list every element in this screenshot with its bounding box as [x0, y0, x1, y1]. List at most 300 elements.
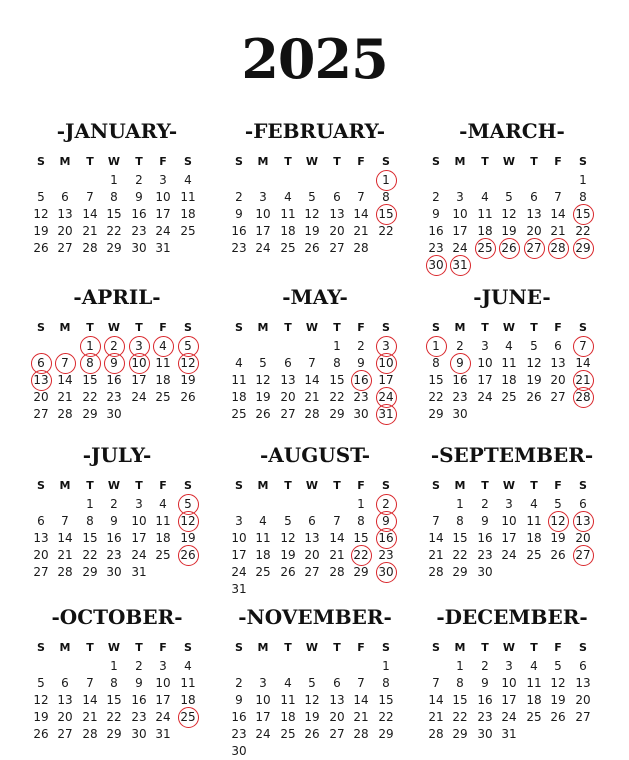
- day-cell-circled: 26: [497, 240, 521, 257]
- day-cell: 3: [159, 173, 167, 187]
- day-cell: 1: [86, 497, 94, 511]
- weekday-label: F: [554, 155, 562, 168]
- day-cell: 26: [550, 548, 566, 562]
- day-cell: 20: [280, 390, 296, 404]
- day-cell: 6: [284, 356, 292, 370]
- day-cell: 7: [308, 356, 316, 370]
- weekday-label: W: [502, 479, 516, 492]
- day-cell: 27: [57, 727, 73, 741]
- weekday-label: S: [184, 641, 192, 654]
- day-cell: 20: [575, 531, 591, 545]
- day-cell-circled: 31: [448, 257, 472, 274]
- page-title: 2025: [241, 27, 388, 91]
- day-cell: 8: [382, 190, 390, 204]
- day-cell: 23: [477, 710, 493, 724]
- weekday-label: S: [432, 155, 440, 168]
- day-cell: 13: [329, 693, 345, 707]
- weekday-label: M: [257, 155, 269, 168]
- day-cell: 3: [135, 497, 143, 511]
- weekday-label: S: [37, 641, 45, 654]
- weekday-label: F: [159, 479, 167, 492]
- day-cell: 12: [280, 531, 296, 545]
- day-cell: 5: [308, 676, 316, 690]
- day-cell: 18: [280, 710, 296, 724]
- month-name: -MAY-: [282, 285, 348, 309]
- weekday-label: S: [382, 641, 390, 654]
- day-cell: 17: [501, 531, 517, 545]
- day-cell: 14: [550, 207, 566, 221]
- day-cell: 25: [180, 224, 196, 238]
- day-cell: 6: [333, 676, 341, 690]
- day-cell-circled: 12: [546, 513, 570, 530]
- day-cell-circled: 2: [374, 496, 398, 513]
- day-cell: 8: [86, 514, 94, 528]
- day-cell: 17: [378, 373, 394, 387]
- day-cell: 11: [526, 514, 542, 528]
- day-cell-circled: 16: [349, 372, 373, 389]
- day-cell: 7: [333, 514, 341, 528]
- day-cell: 21: [82, 224, 98, 238]
- day-cell: 31: [231, 582, 247, 596]
- day-cell: 15: [82, 531, 98, 545]
- day-cell: 30: [477, 727, 493, 741]
- day-cell: 19: [550, 531, 566, 545]
- day-cell: 30: [131, 727, 147, 741]
- day-cell: 9: [432, 207, 440, 221]
- day-cell: 21: [82, 710, 98, 724]
- day-cell: 19: [550, 693, 566, 707]
- day-cell-circled: 9: [102, 355, 126, 372]
- day-cell: 8: [110, 190, 118, 204]
- day-cell: 25: [501, 390, 517, 404]
- day-cell: 5: [284, 514, 292, 528]
- weekday-label: T: [86, 321, 94, 334]
- weekday-label: W: [107, 479, 121, 492]
- day-cell: 22: [452, 710, 468, 724]
- day-cell: 11: [280, 207, 296, 221]
- day-cell: 6: [554, 339, 562, 353]
- day-cell: 8: [357, 514, 365, 528]
- day-cell: 20: [304, 548, 320, 562]
- day-cell: 3: [259, 676, 267, 690]
- weekday-label: F: [357, 479, 365, 492]
- day-cell: 11: [280, 693, 296, 707]
- day-cell: 24: [155, 710, 171, 724]
- day-cell: 14: [82, 693, 98, 707]
- day-cell: 12: [526, 356, 542, 370]
- day-cell: 7: [357, 676, 365, 690]
- day-cell: 23: [378, 548, 394, 562]
- weekday-label: T: [530, 479, 538, 492]
- day-cell: 24: [255, 241, 271, 255]
- day-cell: 17: [155, 693, 171, 707]
- weekday-label: T: [135, 321, 143, 334]
- day-cell: 17: [231, 548, 247, 562]
- day-cell: 3: [505, 497, 513, 511]
- day-cell: 26: [33, 727, 49, 741]
- day-cell-circled: 15: [571, 206, 595, 223]
- day-cell: 15: [329, 373, 345, 387]
- day-cell: 9: [481, 676, 489, 690]
- day-cell: 22: [575, 224, 591, 238]
- weekday-label: T: [333, 641, 341, 654]
- day-cell: 9: [357, 356, 365, 370]
- weekday-label: M: [257, 479, 269, 492]
- day-cell: 19: [304, 224, 320, 238]
- weekday-label: W: [107, 641, 121, 654]
- weekday-label: T: [284, 155, 292, 168]
- day-cell-circled: 2: [102, 338, 126, 355]
- day-cell: 26: [33, 241, 49, 255]
- day-cell: 25: [280, 727, 296, 741]
- day-cell: 30: [353, 407, 369, 421]
- day-cell: 25: [155, 390, 171, 404]
- day-cell: 11: [180, 676, 196, 690]
- day-cell: 29: [353, 565, 369, 579]
- day-cell: 24: [452, 241, 468, 255]
- day-cell: 9: [235, 693, 243, 707]
- day-cell-circled: 9: [448, 355, 472, 372]
- day-cell: 9: [135, 676, 143, 690]
- day-cell: 28: [304, 407, 320, 421]
- day-cell: 2: [456, 339, 464, 353]
- day-cell: 30: [452, 407, 468, 421]
- day-cell: 16: [231, 224, 247, 238]
- day-cell: 28: [428, 565, 444, 579]
- month-name: -OCTOBER-: [51, 605, 183, 629]
- weekday-label: F: [159, 641, 167, 654]
- day-cell: 22: [452, 548, 468, 562]
- day-cell: 18: [255, 548, 271, 562]
- day-cell: 15: [82, 373, 98, 387]
- weekday-label: T: [284, 479, 292, 492]
- day-cell: 6: [333, 190, 341, 204]
- day-cell: 27: [550, 390, 566, 404]
- day-cell: 30: [477, 565, 493, 579]
- day-cell: 19: [280, 548, 296, 562]
- day-cell: 30: [106, 407, 122, 421]
- day-cell: 16: [106, 531, 122, 545]
- day-cell-circled: 1: [78, 338, 102, 355]
- day-cell: 5: [259, 356, 267, 370]
- weekday-label: T: [530, 155, 538, 168]
- weekday-label: W: [107, 155, 121, 168]
- day-cell: 14: [428, 693, 444, 707]
- day-cell: 5: [37, 190, 45, 204]
- day-cell: 10: [501, 514, 517, 528]
- day-cell: 13: [57, 693, 73, 707]
- day-cell: 22: [428, 390, 444, 404]
- day-cell: 28: [353, 727, 369, 741]
- day-cell: 30: [231, 744, 247, 758]
- day-cell-circled: 9: [374, 513, 398, 530]
- day-cell: 12: [255, 373, 271, 387]
- month-name: -MARCH-: [459, 119, 565, 143]
- day-cell: 19: [33, 224, 49, 238]
- day-cell: 16: [452, 373, 468, 387]
- day-cell: 29: [82, 565, 98, 579]
- day-cell: 8: [456, 676, 464, 690]
- day-cell: 12: [33, 207, 49, 221]
- day-cell: 17: [255, 710, 271, 724]
- day-cell: 20: [575, 693, 591, 707]
- day-cell: 7: [554, 190, 562, 204]
- weekday-label: W: [305, 641, 319, 654]
- day-cell-circled: 15: [374, 206, 398, 223]
- day-cell: 24: [477, 390, 493, 404]
- day-cell-circled: 22: [349, 547, 373, 564]
- day-cell: 7: [86, 676, 94, 690]
- weekday-label: W: [305, 479, 319, 492]
- day-cell: 4: [184, 659, 192, 673]
- weekday-label: S: [432, 479, 440, 492]
- day-cell: 5: [37, 676, 45, 690]
- day-cell: 7: [432, 676, 440, 690]
- day-cell: 11: [155, 514, 171, 528]
- day-cell-circled: 27: [522, 240, 546, 257]
- day-cell: 2: [135, 173, 143, 187]
- day-cell: 1: [110, 173, 118, 187]
- day-cell: 10: [477, 356, 493, 370]
- day-cell: 3: [456, 190, 464, 204]
- day-cell: 9: [235, 207, 243, 221]
- day-cell: 12: [550, 676, 566, 690]
- day-cell: 20: [329, 710, 345, 724]
- day-cell: 10: [501, 676, 517, 690]
- day-cell-circled: 16: [374, 530, 398, 547]
- day-cell: 8: [110, 676, 118, 690]
- weekday-label: T: [333, 479, 341, 492]
- day-cell-circled: 1: [374, 172, 398, 189]
- day-cell: 22: [106, 224, 122, 238]
- day-cell-circled: 28: [571, 389, 595, 406]
- day-cell-circled: 27: [571, 547, 595, 564]
- day-cell: 27: [280, 407, 296, 421]
- weekday-label: S: [37, 479, 45, 492]
- day-cell-circled: 7: [571, 338, 595, 355]
- weekday-label: S: [382, 479, 390, 492]
- day-cell: 13: [526, 207, 542, 221]
- weekday-label: S: [579, 155, 587, 168]
- day-cell: 9: [135, 190, 143, 204]
- day-cell: 16: [477, 693, 493, 707]
- day-cell: 12: [501, 207, 517, 221]
- day-cell: 24: [155, 224, 171, 238]
- day-cell: 23: [477, 548, 493, 562]
- day-cell-circled: 25: [176, 709, 200, 726]
- month-name: -NOVEMBER-: [238, 605, 392, 629]
- weekday-label: S: [235, 321, 243, 334]
- weekday-label: S: [432, 641, 440, 654]
- day-cell: 17: [155, 207, 171, 221]
- weekday-label: F: [159, 321, 167, 334]
- day-cell: 28: [82, 241, 98, 255]
- day-cell: 23: [106, 548, 122, 562]
- month-name: -DECEMBER-: [436, 605, 588, 629]
- day-cell: 1: [456, 497, 464, 511]
- day-cell: 24: [231, 565, 247, 579]
- weekday-label: M: [257, 641, 269, 654]
- day-cell: 22: [82, 548, 98, 562]
- day-cell: 21: [57, 548, 73, 562]
- day-cell: 18: [231, 390, 247, 404]
- day-cell: 29: [452, 565, 468, 579]
- weekday-label: S: [382, 321, 390, 334]
- day-cell: 18: [155, 373, 171, 387]
- day-cell: 15: [452, 693, 468, 707]
- weekday-label: S: [579, 479, 587, 492]
- day-cell: 6: [308, 514, 316, 528]
- day-cell-circled: 3: [374, 338, 398, 355]
- day-cell: 20: [33, 390, 49, 404]
- day-cell: 21: [353, 710, 369, 724]
- weekday-label: S: [37, 155, 45, 168]
- day-cell: 27: [33, 565, 49, 579]
- weekday-label: T: [481, 155, 489, 168]
- day-cell: 26: [304, 727, 320, 741]
- day-cell: 5: [554, 497, 562, 511]
- day-cell: 24: [131, 390, 147, 404]
- day-cell: 8: [333, 356, 341, 370]
- day-cell: 11: [231, 373, 247, 387]
- day-cell: 8: [382, 676, 390, 690]
- weekday-label: S: [235, 641, 243, 654]
- day-cell: 18: [526, 693, 542, 707]
- day-cell: 23: [353, 390, 369, 404]
- day-cell: 23: [231, 241, 247, 255]
- day-cell: 28: [428, 727, 444, 741]
- day-cell: 4: [259, 514, 267, 528]
- day-cell: 15: [353, 531, 369, 545]
- day-cell: 10: [452, 207, 468, 221]
- day-cell: 4: [481, 190, 489, 204]
- day-cell: 17: [501, 693, 517, 707]
- day-cell: 1: [110, 659, 118, 673]
- day-cell: 5: [530, 339, 538, 353]
- day-cell: 28: [82, 727, 98, 741]
- weekday-label: M: [454, 641, 466, 654]
- weekday-label: W: [502, 155, 516, 168]
- weekday-label: S: [579, 321, 587, 334]
- day-cell: 21: [353, 224, 369, 238]
- day-cell: 31: [155, 727, 171, 741]
- day-cell: 3: [235, 514, 243, 528]
- month-name: -JUNE-: [473, 285, 551, 309]
- day-cell: 3: [259, 190, 267, 204]
- day-cell: 17: [131, 373, 147, 387]
- day-cell-circled: 21: [571, 372, 595, 389]
- day-cell: 4: [530, 497, 538, 511]
- weekday-label: T: [481, 641, 489, 654]
- day-cell: 10: [231, 531, 247, 545]
- day-cell: 13: [280, 373, 296, 387]
- day-cell: 18: [501, 373, 517, 387]
- day-cell: 22: [329, 390, 345, 404]
- day-cell: 19: [304, 710, 320, 724]
- day-cell: 20: [57, 224, 73, 238]
- day-cell: 7: [61, 514, 69, 528]
- day-cell: 27: [329, 727, 345, 741]
- weekday-label: T: [333, 321, 341, 334]
- weekday-label: T: [86, 479, 94, 492]
- day-cell: 29: [378, 727, 394, 741]
- day-cell: 30: [131, 241, 147, 255]
- day-cell: 1: [357, 497, 365, 511]
- day-cell: 14: [353, 693, 369, 707]
- day-cell: 13: [304, 531, 320, 545]
- day-cell: 18: [477, 224, 493, 238]
- weekday-label: M: [257, 321, 269, 334]
- day-cell: 22: [82, 390, 98, 404]
- weekday-label: M: [454, 321, 466, 334]
- weekday-label: S: [382, 155, 390, 168]
- day-cell: 26: [180, 390, 196, 404]
- day-cell: 27: [57, 241, 73, 255]
- day-cell: 29: [106, 727, 122, 741]
- day-cell: 21: [57, 390, 73, 404]
- month-name: -FEBRUARY-: [244, 119, 386, 143]
- day-cell: 6: [579, 659, 587, 673]
- day-cell: 2: [135, 659, 143, 673]
- day-cell: 10: [155, 676, 171, 690]
- weekday-label: T: [530, 641, 538, 654]
- day-cell: 28: [57, 565, 73, 579]
- weekday-label: F: [357, 155, 365, 168]
- day-cell: 11: [255, 531, 271, 545]
- day-cell: 14: [304, 373, 320, 387]
- day-cell: 29: [428, 407, 444, 421]
- day-cell: 3: [481, 339, 489, 353]
- month-name: -JANUARY-: [56, 119, 178, 143]
- day-cell: 11: [477, 207, 493, 221]
- day-cell-circled: 24: [374, 389, 398, 406]
- day-cell: 23: [106, 390, 122, 404]
- day-cell: 4: [159, 497, 167, 511]
- day-cell-circled: 5: [176, 338, 200, 355]
- day-cell: 11: [180, 190, 196, 204]
- day-cell: 11: [155, 356, 171, 370]
- day-cell-circled: 4: [151, 338, 175, 355]
- day-cell: 12: [33, 693, 49, 707]
- day-cell: 11: [501, 356, 517, 370]
- weekday-label: T: [135, 155, 143, 168]
- weekday-label: M: [454, 155, 466, 168]
- weekday-label: F: [159, 155, 167, 168]
- day-cell: 23: [231, 727, 247, 741]
- weekday-label: F: [357, 641, 365, 654]
- day-cell: 21: [550, 224, 566, 238]
- day-cell-circled: 12: [176, 355, 200, 372]
- day-cell: 8: [456, 514, 464, 528]
- weekday-label: M: [59, 641, 71, 654]
- day-cell: 1: [382, 659, 390, 673]
- day-cell: 7: [86, 190, 94, 204]
- day-cell: 16: [106, 373, 122, 387]
- day-cell: 13: [57, 207, 73, 221]
- day-cell: 26: [550, 710, 566, 724]
- day-cell: 25: [155, 548, 171, 562]
- day-cell: 23: [131, 224, 147, 238]
- day-cell: 28: [329, 565, 345, 579]
- day-cell: 10: [255, 693, 271, 707]
- day-cell-circled: 28: [546, 240, 570, 257]
- day-cell-circled: 12: [176, 513, 200, 530]
- day-cell-circled: 7: [53, 355, 77, 372]
- day-cell: 1: [333, 339, 341, 353]
- weekday-label: M: [59, 321, 71, 334]
- day-cell: 2: [432, 190, 440, 204]
- weekday-label: S: [184, 321, 192, 334]
